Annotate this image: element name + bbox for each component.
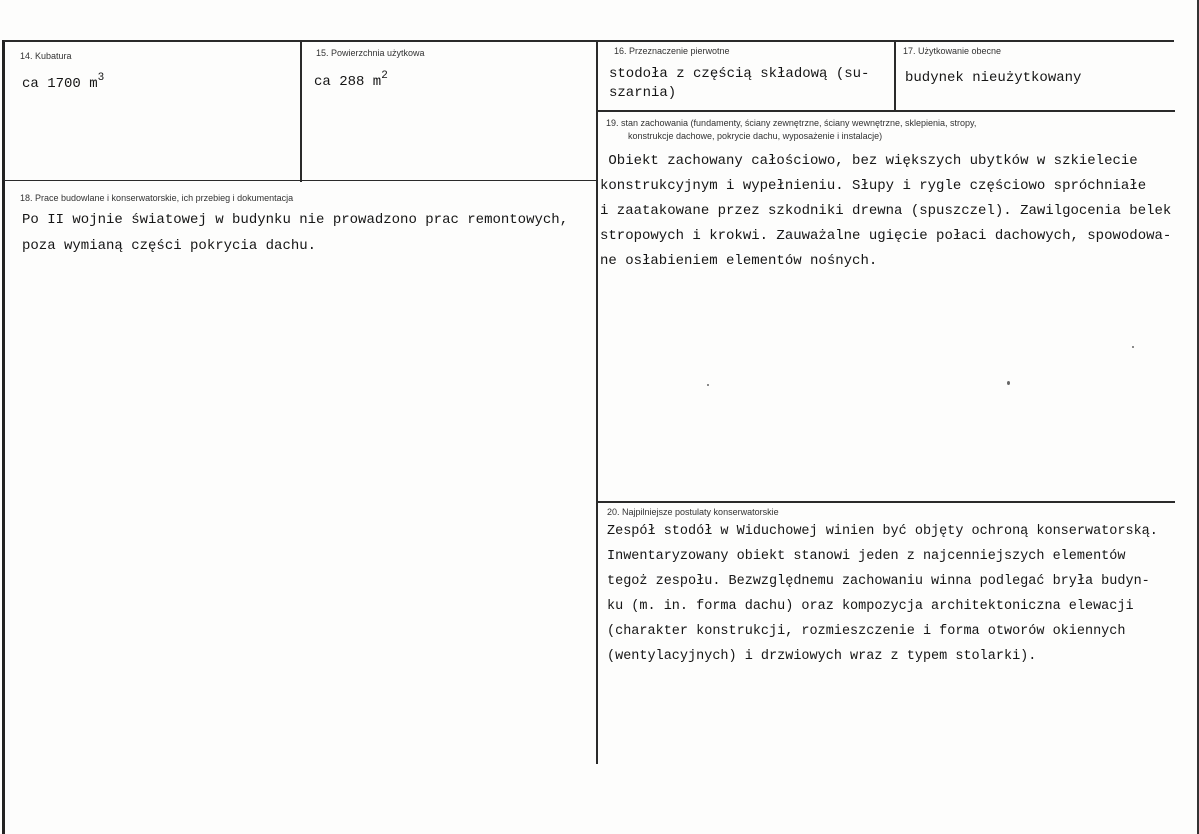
field-20-line: Inwentaryzowany obiekt stanowi jeden z najcenniejszych elementów — [607, 549, 1126, 564]
field-19-line: ne osłabieniem elementów nośnych. — [600, 253, 878, 269]
scan-speck — [1007, 381, 1010, 385]
scan-speck — [1132, 346, 1134, 348]
field-19-line: i zaatakowane przez szkodniki drewna (spuszczel). Zawilgocenia belek — [600, 203, 1172, 219]
rule-under-16-17 — [598, 110, 1175, 112]
top-rule — [4, 40, 1174, 42]
field-19-line: stropowych i krokwi. Zauważalne ugięcie połaci dachowych, spowodowa- — [600, 228, 1172, 244]
field-15-value: ca 288 $m^2$ — [314, 70, 388, 90]
field-15-label: 15. Powierzchnia użytkowa — [316, 48, 425, 58]
field-14-label: 14. Kubatura — [20, 51, 72, 61]
field-19-line: konstrukcyjnym i wypełnieniu. Słupy i rygle częściowo spróchniałe — [600, 178, 1147, 194]
field-17-label: 17. Użytkowanie obecne — [903, 46, 1002, 56]
field-14-superscript: 3 — [97, 72, 105, 84]
divider-16-17 — [894, 40, 896, 110]
field-15-superscript: 2 — [381, 70, 388, 82]
field-14-value: ca 1700 $m^3$ — [22, 72, 105, 92]
rule-under-14-15 — [4, 180, 598, 181]
field-19-label-cont: konstrukcje dachowe, pokrycie dachu, wyposażenie i instalacje) — [628, 131, 883, 141]
scan-speck — [707, 384, 709, 386]
divider-14-15 — [300, 40, 302, 182]
field-18-label: 18. Prace budowlane i konserwatorskie, ich przebieg i dokumentacja — [20, 193, 294, 203]
rule-above-20 — [598, 501, 1175, 503]
field-20-line: (charakter konstrukcji, rozmieszczenie i forma otworów okiennych — [607, 624, 1126, 639]
field-20-label: 20. Najpilniejsze postulaty konserwatorskie — [607, 507, 779, 517]
field-20-line: ku (m. in. forma dachu) oraz kompozycja architektoniczna elewacji — [607, 599, 1134, 614]
field-20-line: Zespół stodół w Widuchowej winien być objęty ochroną konserwatorską. — [607, 524, 1158, 539]
center-divider — [596, 40, 598, 764]
field-16-line: szarnia) — [609, 85, 677, 101]
field-16-label: 16. Przeznaczenie pierwotne — [614, 46, 730, 56]
card-left-border — [2, 40, 5, 834]
field-18-line: Po II wojnie światowej w budynku nie prowadzono prac remontowych, — [22, 212, 569, 228]
field-20-line: (wentylacyjnych) i drzwiowych wraz z typem stolarki). — [607, 649, 1037, 664]
field-16-line: stodoła z częścią składową (su- — [609, 66, 870, 82]
field-18-line: poza wymianą części pokrycia dachu. — [22, 238, 317, 254]
field-19-line: Obiekt zachowany całościowo, bez większych ubytków w szkielecie — [600, 153, 1138, 169]
field-17-value: budynek nieużytkowany — [905, 70, 1082, 86]
field-20-line: tegoż zespołu. Bezwzględnemu zachowaniu winna podlegać bryła budyn- — [607, 574, 1150, 589]
field-19-label: 19. stan zachowania (fundamenty, ściany zewnętrzne, ściany wewnętrzne, sklepienia, stropy, — [606, 118, 977, 128]
